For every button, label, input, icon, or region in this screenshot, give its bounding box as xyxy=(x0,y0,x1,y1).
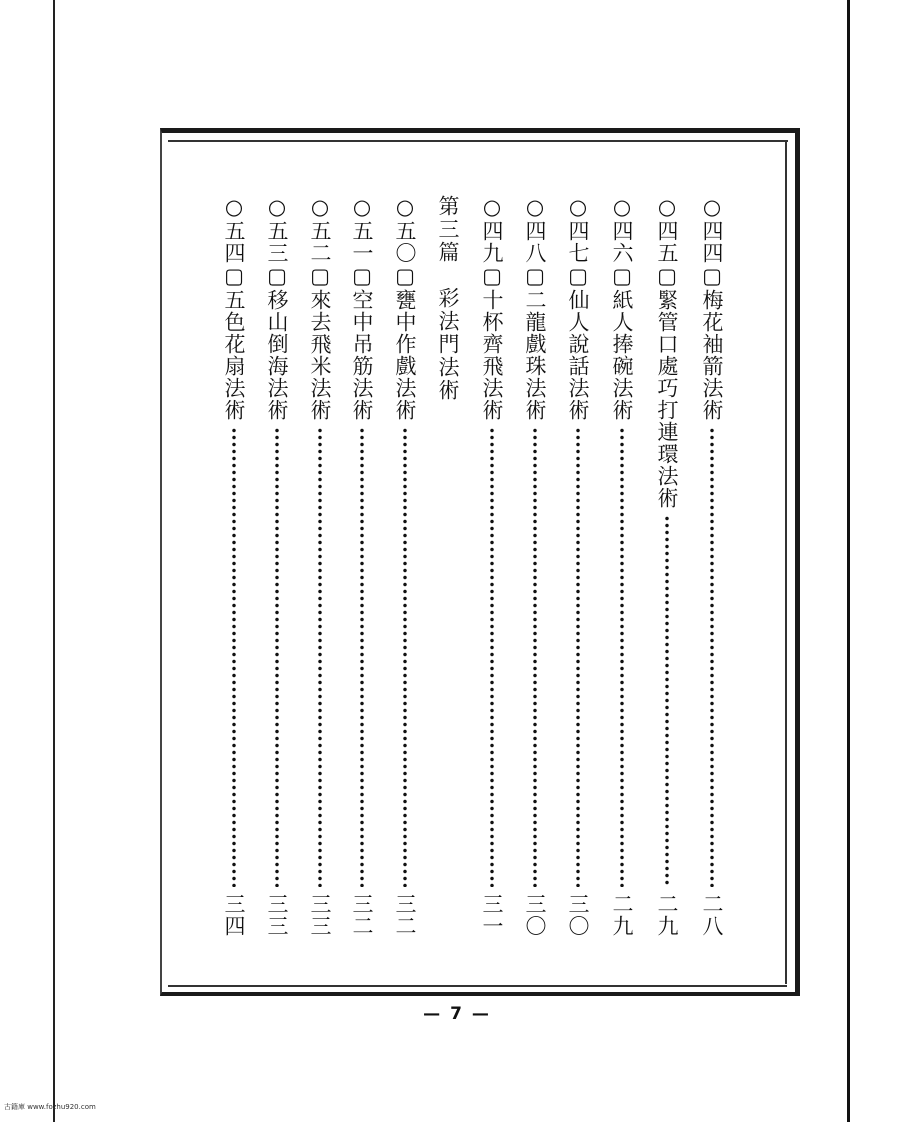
page-number: — 7 — xyxy=(423,1004,491,1024)
dot-leader xyxy=(490,427,494,887)
dot-leader xyxy=(576,427,580,887)
toc-entry-page: 二八 xyxy=(700,893,724,937)
toc-entry-page: 三二 xyxy=(393,893,417,937)
toc-entry xyxy=(520,195,550,937)
toc-entry-page: 三〇 xyxy=(523,893,547,937)
toc-entry-title: ○四八▢二龍戲珠法術 xyxy=(523,195,547,421)
dot-leader xyxy=(403,427,407,887)
page-edge-left xyxy=(53,0,55,1122)
toc-entry-page: 三二 xyxy=(350,893,374,937)
toc-entry-page: 三三 xyxy=(265,893,289,937)
frame-inner-top-rule xyxy=(168,140,788,142)
toc-entry xyxy=(347,195,377,937)
toc-entry-title: ○五二▢來去飛米法術 xyxy=(308,195,332,421)
dot-leader xyxy=(232,427,236,887)
toc-entry xyxy=(390,195,420,937)
frame-inner-bottom-rule xyxy=(168,985,787,987)
toc-entry-page: 二九 xyxy=(610,893,634,937)
toc-entry-page: 二九 xyxy=(655,893,679,937)
toc-entry-title: ○五四▢五色花扇法術 xyxy=(222,195,246,421)
toc-entry xyxy=(219,195,249,937)
dot-leader xyxy=(620,427,624,887)
toc-entry xyxy=(607,195,637,937)
frame-inner-right-rule xyxy=(785,142,787,984)
dot-leader xyxy=(710,427,714,887)
toc-entry-title: ○四四▢梅花袖箭法術 xyxy=(700,195,724,421)
toc-entry xyxy=(477,195,507,937)
toc-entry-title: ○五一▢空中吊筋法術 xyxy=(350,195,374,421)
dot-leader xyxy=(360,427,364,887)
section-heading xyxy=(433,195,463,937)
dot-leader xyxy=(318,427,322,887)
dot-leader xyxy=(665,515,669,887)
dot-leader xyxy=(533,427,537,887)
dot-leader xyxy=(275,427,279,887)
watermark-text: 古籍庫 www.fozhu920.com xyxy=(4,1103,96,1111)
toc-entry xyxy=(652,195,682,937)
toc-entry xyxy=(697,195,727,937)
toc-entry-title: ○四九▢十杯齊飛法術 xyxy=(480,195,504,421)
toc-entry-title: ○四五▢緊管口處巧打連環法術 xyxy=(655,195,679,509)
section-heading-title: 第三篇 彩法門法術 xyxy=(436,195,460,402)
toc-entry xyxy=(305,195,335,937)
toc-entry xyxy=(262,195,292,937)
toc-entry-title: ○四六▢紙人捧碗法術 xyxy=(610,195,634,421)
toc-entry xyxy=(563,195,593,937)
toc-entry-page: 三〇 xyxy=(566,893,590,937)
toc-entry-title: ○五〇▢甕中作戲法術 xyxy=(393,195,417,421)
page-edge-right xyxy=(847,0,850,1122)
toc-entry-page: 三三 xyxy=(308,893,332,937)
toc-entry-title: ○五三▢移山倒海法術 xyxy=(265,195,289,421)
toc-entry-page: 三一 xyxy=(480,893,504,937)
toc-entry-title: ○四七▢仙人說話法術 xyxy=(566,195,590,421)
toc-entry-page: 三四 xyxy=(222,893,246,937)
